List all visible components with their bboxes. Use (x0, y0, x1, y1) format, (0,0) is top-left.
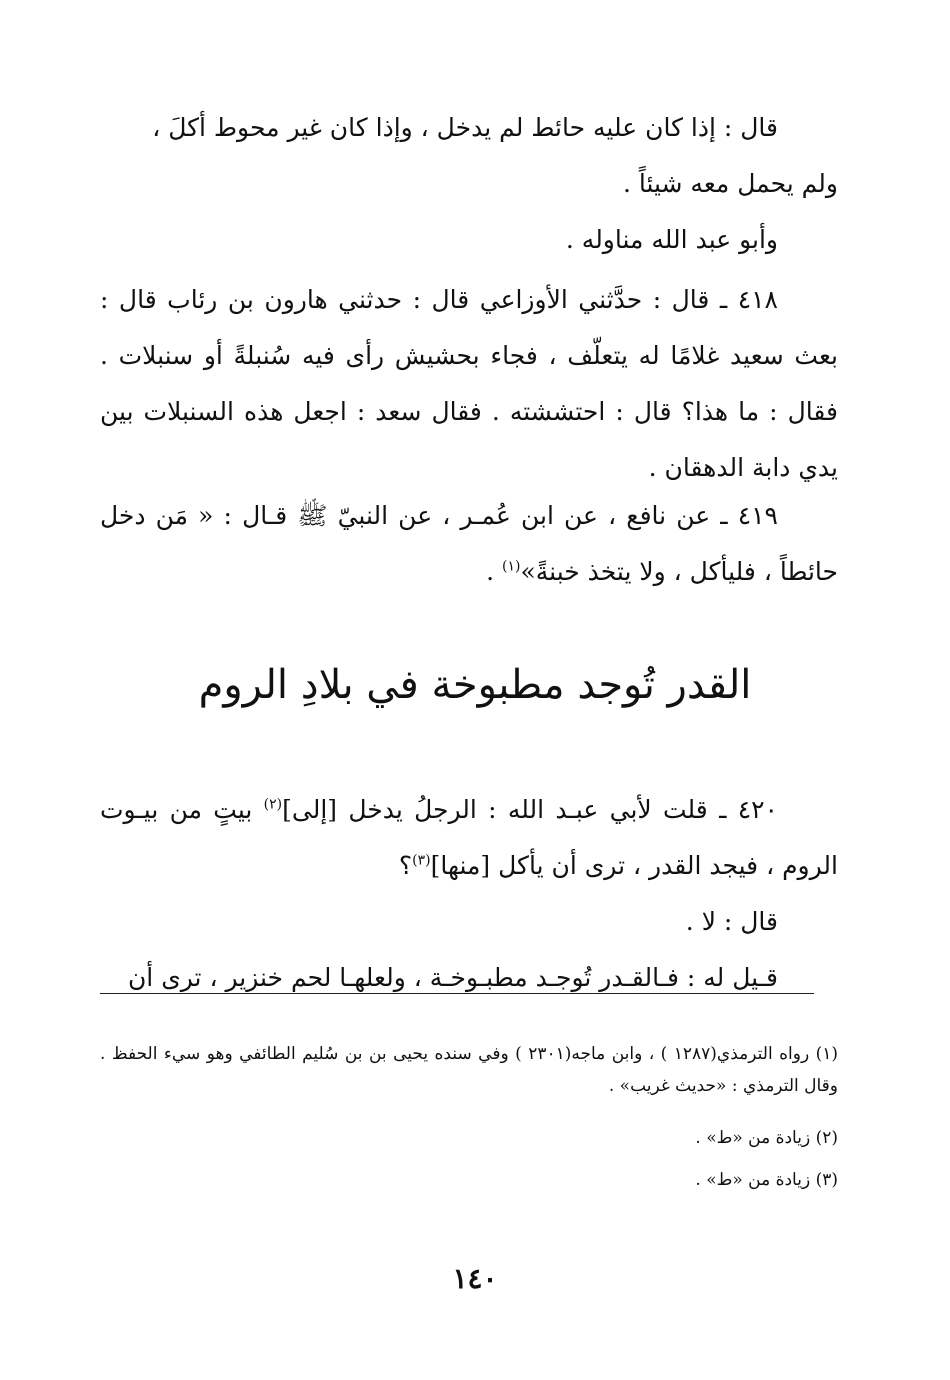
item-420-part2: بيتٍ من بيـوت الروم ، فيجد القدر ، ترى أن يأكل [منها] (100, 795, 838, 880)
item-420-part1: ٤٢٠ ـ قلت لأبي عبـد الله : الرجلُ يدخل [إلى] (282, 795, 778, 824)
footnote-2-text: (٢) زيادة من «ط» . (695, 1128, 838, 1148)
footnote-separator (100, 993, 814, 994)
hadith-419 (100, 488, 838, 600)
opening-paragraph (100, 100, 838, 268)
footnote-ref-1: (١) (502, 558, 521, 575)
footnote-ref-3: (٣) (412, 852, 431, 869)
hadith-418-text: ٤١٨ ـ قال : حدَّثني الأوزاعي قال : حدثني هارون بن رئاب قال : بعث سعيد غلامًا له يتعلّف ، فجاء بحشيش رأى فيه سُنبلةً أو سنبلات . فقال : ما هذا؟ قال : احتششته . فقال سعد : اجعل هذه السنبلات بين يدي دابة الدهقان . (100, 285, 838, 482)
item-420-part3: ؟ (398, 851, 413, 880)
footnote-ref-2: (٢) (263, 796, 283, 813)
item-420-question (100, 782, 838, 894)
hadith-419-text: ٤١٩ ـ عن نافع ، عن ابن عُمـر ، عن النبيّ ﷺ قـال : « مَن دخل حائطاً ، فليأكل ، ولا يتخذ خبنةً» (100, 501, 838, 586)
footnote-1-text: (١) رواه الترمذي(١٢٨٧ ) ، وابن ماجه(٢٣٠١ ) وفي سنده يحيى بن بن سُليم الطائفي وهو سيء الحفظ . وقال الترمذي : «حديث غريب» . (100, 1044, 839, 1096)
item-420-continuation: قـيل له : فـالقـدر تُوجـد مطبـوخـة ، ولعلهـا لحم خنزير ، ترى أن (127, 963, 778, 992)
hadith-419-paragraph (100, 488, 838, 600)
section-heading: القدر تُوجد مطبوخة في بلادِ الروم (198, 662, 752, 708)
footnote-2 (100, 1122, 838, 1154)
hadith-419-end: . (486, 557, 502, 586)
opening-line-2: ولم يحمل معه شيئاً . (622, 169, 838, 198)
hadith-418 (100, 272, 838, 496)
footnote-3 (100, 1164, 838, 1196)
opening-line-1: قال : إذا كان عليه حائط لم يدخل ، وإذا كان غير محوط أكلَ ، (152, 113, 778, 142)
item-420 (100, 782, 838, 1006)
footnote-3-text: (٣) زيادة من «ط» . (695, 1170, 838, 1190)
footnote-1 (100, 1038, 838, 1102)
item-420-answer: قال : لا . (685, 907, 778, 936)
opening-line-3: وأبو عبد الله مناوله . (565, 225, 778, 254)
page-number: ١٤٠ (452, 1262, 498, 1295)
